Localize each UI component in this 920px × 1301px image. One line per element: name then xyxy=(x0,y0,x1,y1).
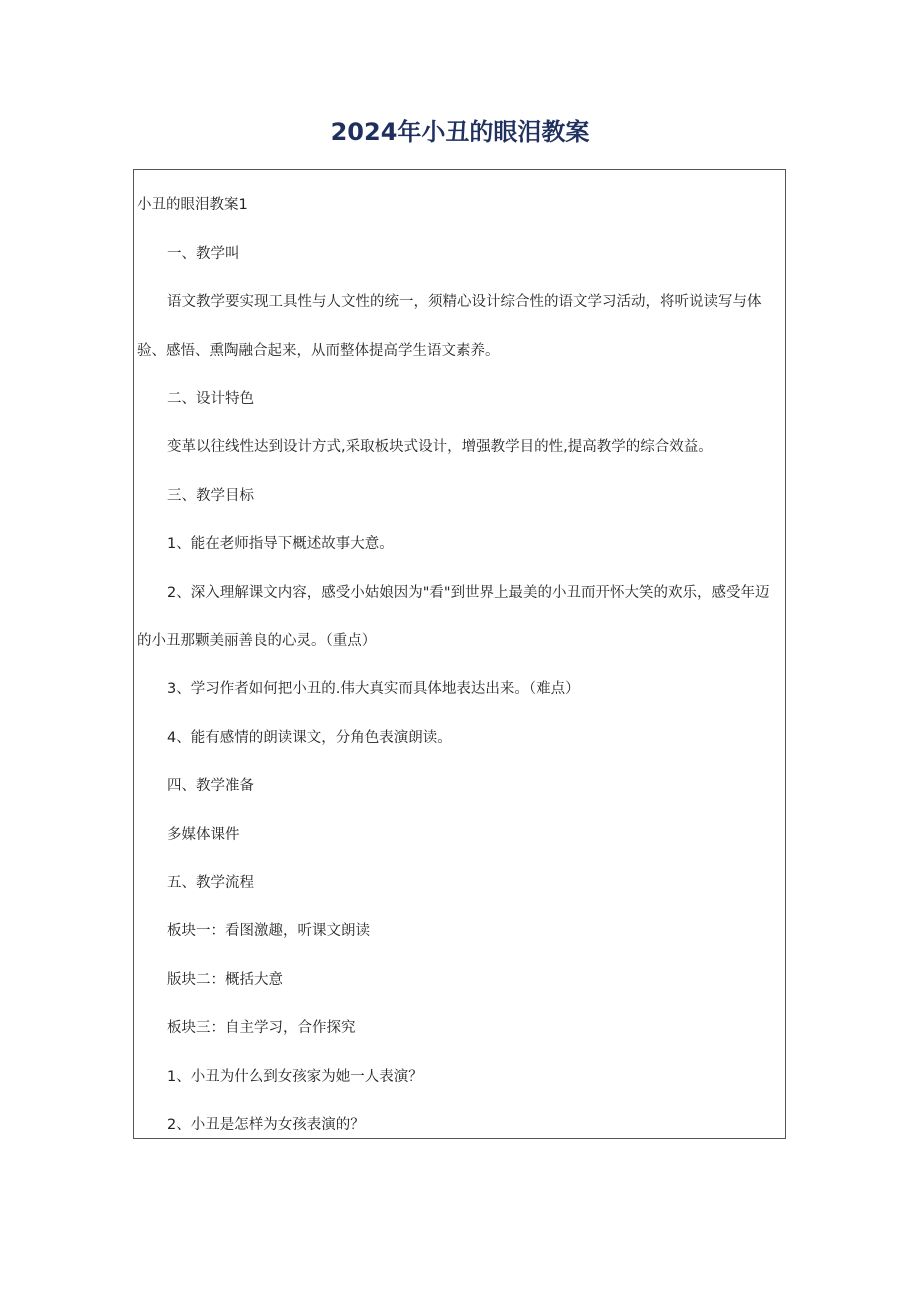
list-item: 1、能在老师指导下概述故事大意。 xyxy=(167,536,394,552)
document-title: 2024年小丑的眼泪教案 xyxy=(330,118,590,146)
section-heading: 二、设计特色 xyxy=(167,391,254,407)
list-item-continued: 的小丑那颗美丽善良的心灵。（重点） xyxy=(137,633,377,649)
section-heading: 一、教学叫 xyxy=(167,246,240,262)
list-item: 2、小丑是怎样为女孩表演的？ xyxy=(167,1117,365,1133)
paragraph-line: 语文教学要实现工具性与人文性的统一，须精心设计综合性的语文学习活动，将听说读写与体 xyxy=(167,294,762,310)
paragraph-line: 板块一：看图激趣，听课文朗读 xyxy=(167,923,370,939)
section-heading: 三、教学目标 xyxy=(167,488,254,504)
list-item: 2、深入理解课文内容，感受小姑娘因为"看"到世界上最美的小丑而开怀大笑的欢乐，感受年迈 xyxy=(167,585,770,601)
paragraph-line: 多媒体课件 xyxy=(167,827,240,843)
list-item: 1、小丑为什么到女孩家为她一人表演？ xyxy=(167,1069,423,1085)
list-item: 4、能有感情的朗读课文，分角色表演朗读。 xyxy=(167,730,452,746)
paragraph-line: 板块三：自主学习，合作探究 xyxy=(167,1020,356,1036)
list-item: 3、学习作者如何把小丑的.伟大真实而具体地表达出来。（难点） xyxy=(167,681,580,697)
section-heading: 五、教学流程 xyxy=(167,875,254,891)
section-heading: 四、教学准备 xyxy=(167,778,254,794)
content-frame xyxy=(133,169,786,1139)
lesson-heading: 小丑的眼泪教案1 xyxy=(137,197,248,213)
paragraph-line: 版块二：概括大意 xyxy=(167,972,283,988)
paragraph-line: 变革以往线性达到设计方式,采取板块式设计，增强教学目的性,提高教学的综合效益。 xyxy=(167,439,713,455)
paragraph-line: 验、感悟、熏陶融合起来，从而整体提高学生语文素养。 xyxy=(137,343,500,359)
